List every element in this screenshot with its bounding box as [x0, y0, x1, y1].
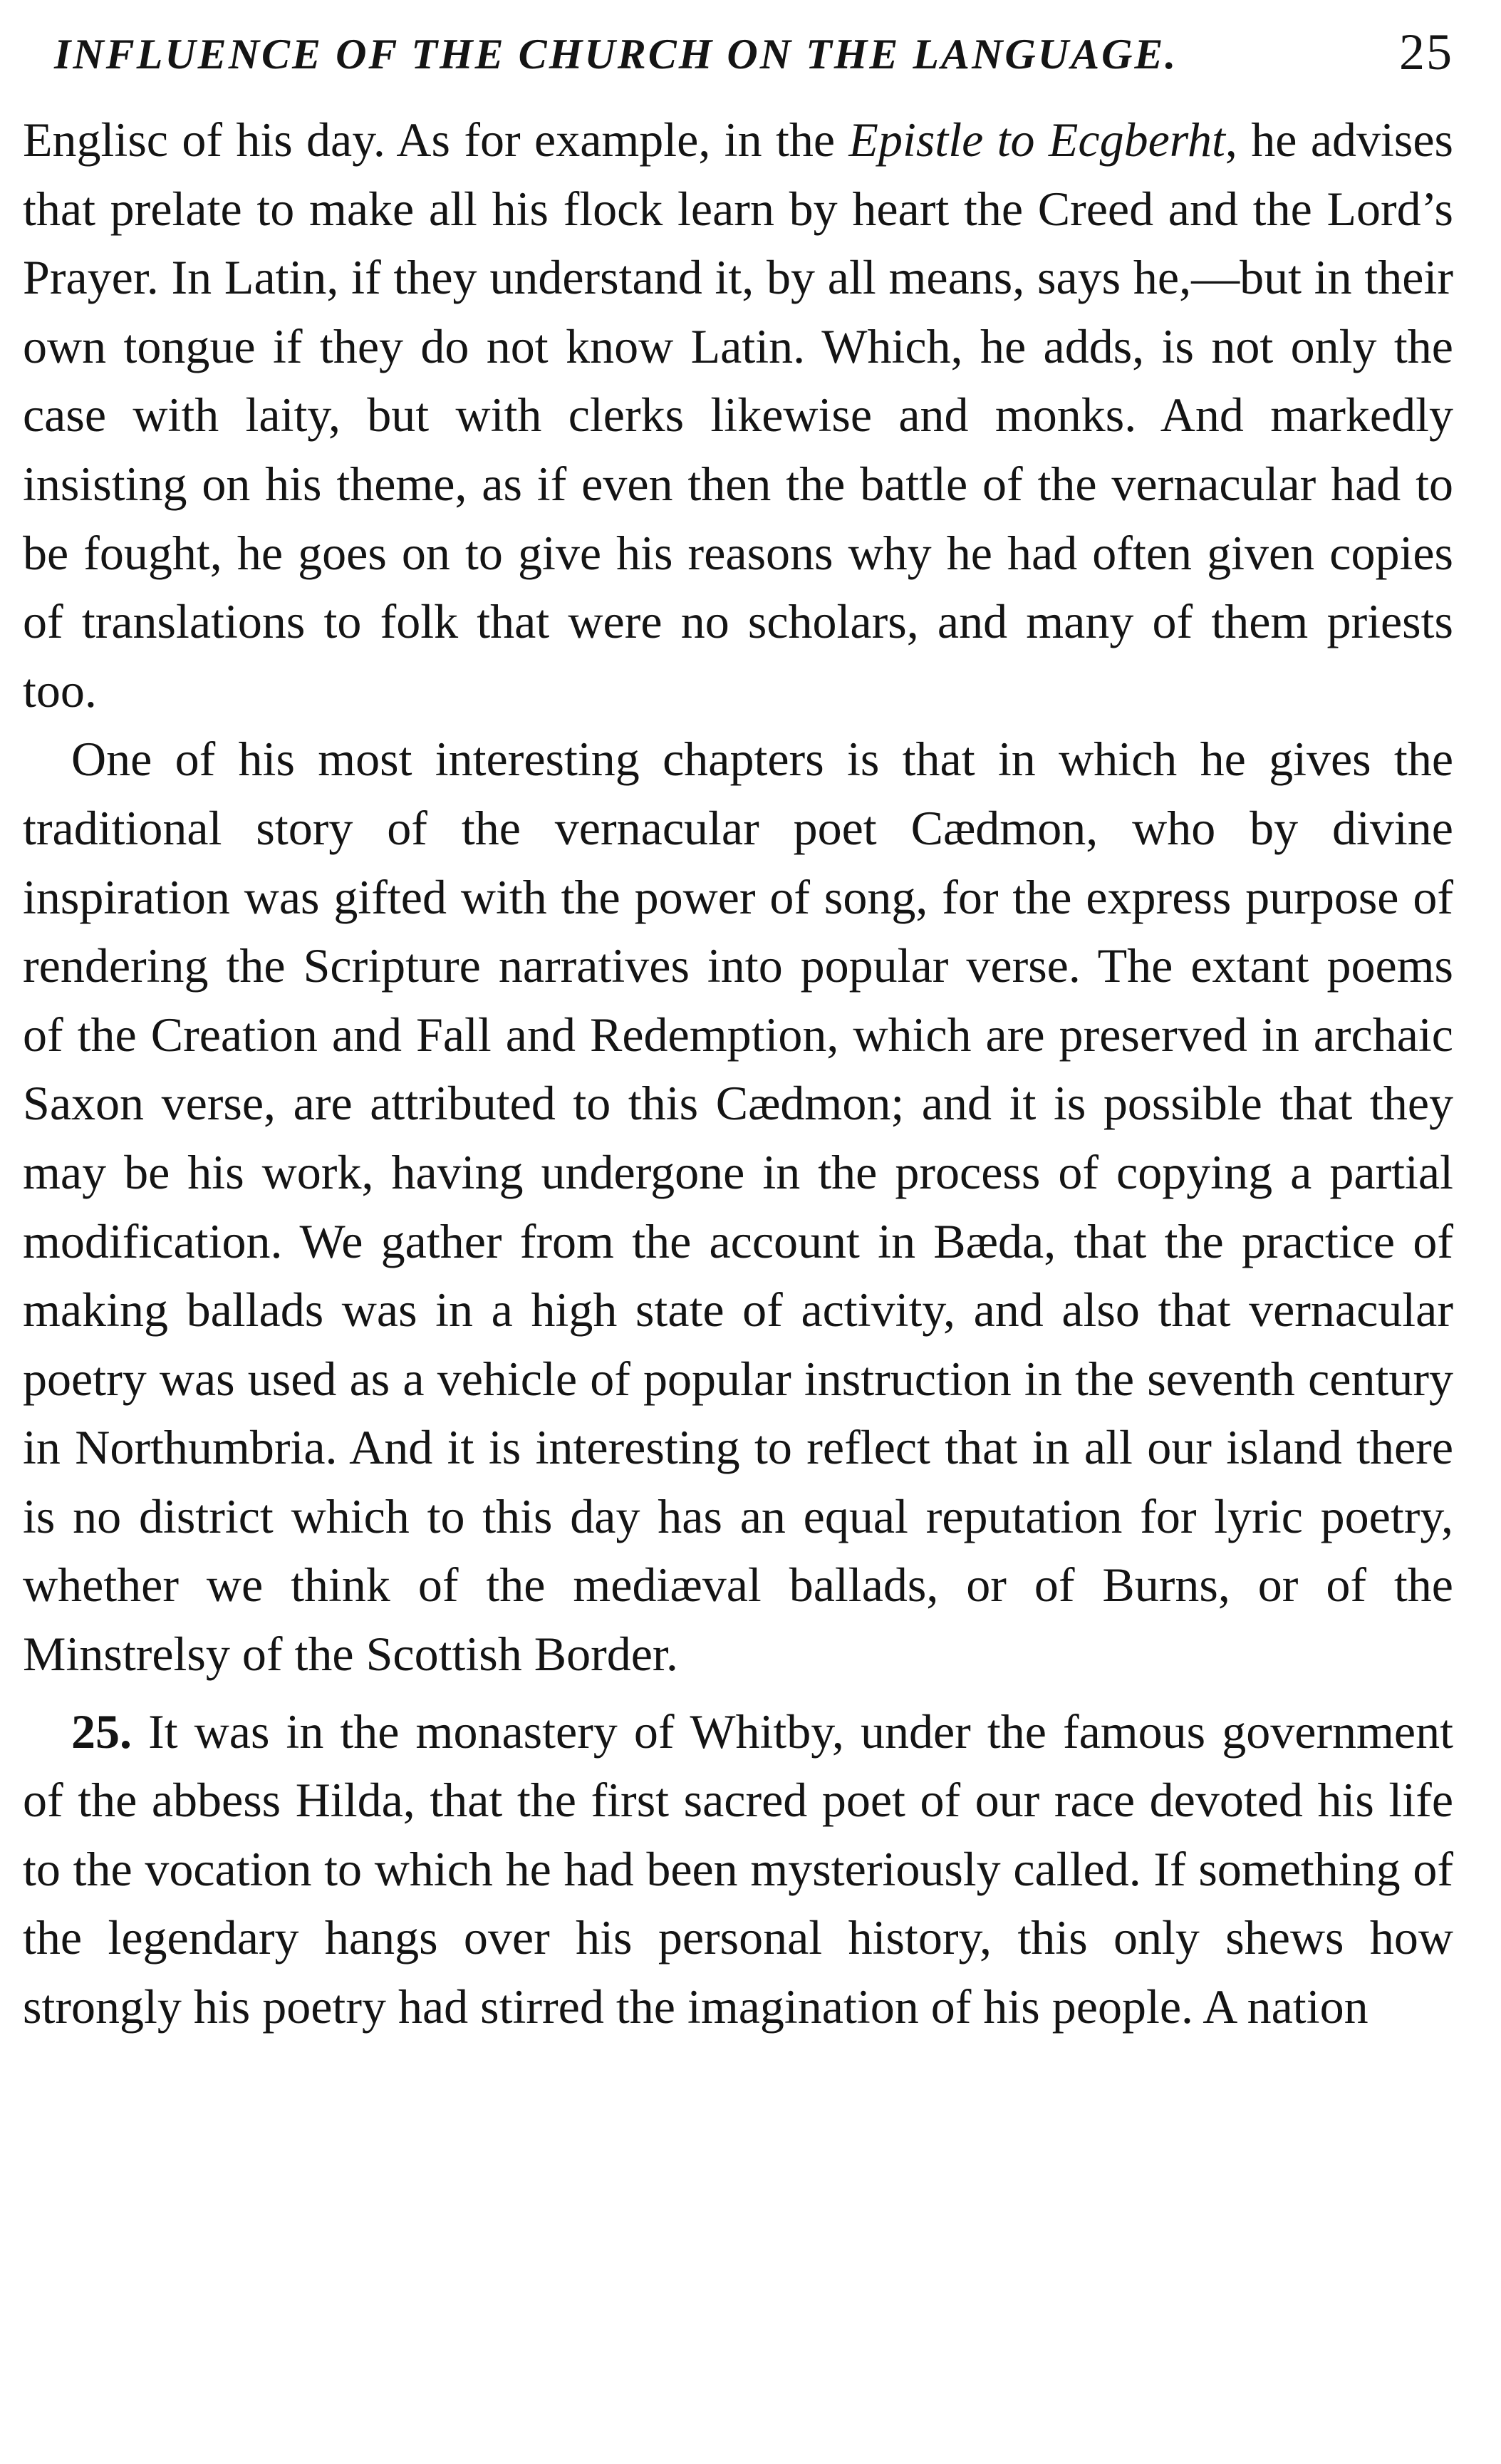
- running-head: [23, 21, 1453, 105]
- paragraph-section-25: [23, 1697, 1453, 2041]
- epistle-title: Epistle to Ecgberht: [848, 113, 1225, 167]
- section-number: 25.: [71, 1704, 132, 1759]
- paragraph-epistle-rest: , he advises that prelate to make all his flock learn by heart the Creed and the Lord’s Prayer. In Latin, if they understand it, by all means, says he,—but in their own tongue if they do not know Latin. Which, he adds, is not only the case with laity, but with clerks likewise and monks. And markedly insisting on his theme, as if even then the battle of the vernacular had to be fought, he goes on to give his reasons why he had often given copies of translations to folk that were no scholars, and many of them priests too.: [23, 113, 1454, 718]
- paragraph-whitby-text: It was in the monastery of Whitby, under the famous government of the abbess Hilda, that the first sacred poet of our race devoted his life to the vocation to which he had been mysteriously called. If something of the legendary hangs over his personal history, this only shews how strongly his poetry had stirred the imagination of his people. A nation: [23, 1704, 1453, 2034]
- page-number: 25: [1399, 24, 1453, 81]
- paragraph-epistle: [23, 105, 1453, 725]
- paragraph-caedmon: One of his most interesting chapters is that in which he gives the traditional story of the vernacular poet Cædmon, who by divine inspiration was gifted with the power of song, for the express purpose of rendering the Scripture narratives into popular verse. The extant poems of the Creation and Fall and Redemption, which are preserved in archaic Saxon verse, are attributed to this Cædmon; and it is possible that they may be his work, having undergone in the process of copying a partial modification. We gather from the account in Bæda, that the practice of making ballads was in a high state of activity, and also that vernacular poetry was used as a vehicle of popular instruction in the seventh century in Northumbria. And it is interesting to reflect that in all our island there is no district which to this day has an equal reputation for lyric poetry, whether we think of the mediæval ballads, or of Burns, or of the Minstrelsy of the Scottish Border.: [23, 732, 1453, 1682]
- book-page: [23, 21, 1453, 2041]
- running-title: INFLUENCE OF THE CHURCH ON THE LANGUAGE.: [54, 31, 1178, 78]
- paragraph-epistle-lead: Englisc of his day. As for example, in the: [23, 113, 849, 167]
- body-text: [23, 105, 1453, 2041]
